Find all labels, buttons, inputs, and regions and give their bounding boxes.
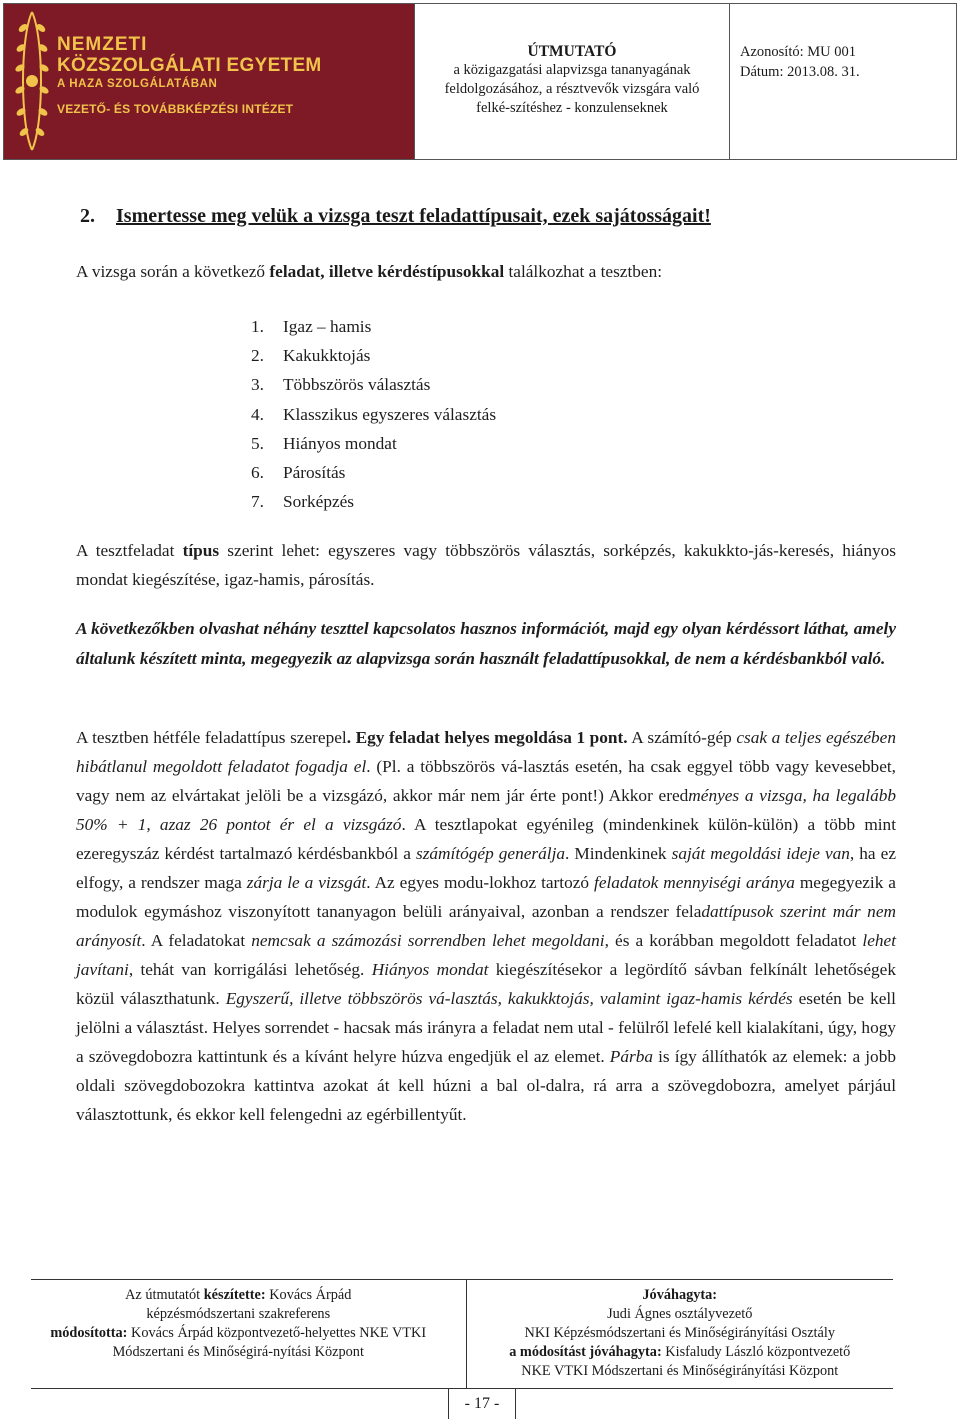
para1-bold: típus [182,541,220,560]
page-number: - 17 - [448,1389,516,1419]
document-header [3,3,957,160]
sample-info-paragraph: A következőkben olvashat néhány teszttel kapcsolatos hasznos információt, majd egy olyan kérdéssort láthat, amely általunk készített minta, megegyezik az alapvizsga során használt feladattípusokkal, de nem a kérdésbankból való. [76,619,896,668]
footer-modified-by [39,1324,438,1362]
para3-segment-italic: Hiányos mondat [371,960,489,979]
document-date: Dátum: 2013.08. 31. [740,64,860,80]
footer-approved-label [481,1286,880,1305]
list-item [251,370,496,399]
document-title: ÚTMUTATÓ [527,43,617,60]
list-item-number: 2. [251,346,264,366]
laurel-seal-icon [12,8,52,154]
footer-text: Kisfaludy László központvezető [661,1344,851,1360]
intro-paragraph [76,262,896,282]
footer-approver: Judi Ágnes osztályvezető [607,1306,753,1322]
list-item-text: Klasszikus egyszeres választás [283,404,497,424]
list-item-number: 4. [251,404,264,424]
footer-author-block [31,1280,467,1388]
footer-approval-block [467,1280,894,1388]
list-item-number: 5. [251,433,264,453]
intro-text-start: A vizsga során a következő [76,262,270,281]
para3-segment: kiegészítésekor a legördítő sávban felkínált lehetőségek közül választhatunk. [76,960,896,1008]
para3-segment-italic: saját megoldási ideje van [671,844,850,863]
document-subtitle: a közigazgatási alapvizsga tananyagának feldolgozásához, a résztvevők vizsgára való felké-szítéshez - konzulenseknek [444,62,700,116]
logo-line-4: VEZETŐ- ÉS TOVÁBBKÉPZÉSI INTÉZET [57,102,294,116]
list-item-text: Sorképzés [283,492,355,512]
footer-approver-dept: NKI Képzésmódszertani és Minőségirányítási Osztály [524,1325,835,1341]
para3-segment: . (Pl. a többszörös vá-lasztás esetén, ha csak eggyel több vagy kevesebbet, vagy nem az elvártakat jelöli be a vizsgázó, akkor már nem jár érte pont!) Akkor ered [76,757,896,805]
para3-segment: . A tesztlapokat egyénileg (mindenkinek külön-külön) a több mint ezeregyszáz kérdést tartalmazó kérdésbankból a [76,815,897,863]
para3-segment: , és a korábban megoldott feladatot [604,931,863,950]
logo-line-1: NEMZETI [57,34,148,55]
list-item [251,312,496,341]
test-rules-paragraph [76,723,896,1129]
footer-modification-approved [481,1343,880,1362]
para3-segment: . Mindenkinek [565,844,672,863]
list-item-text: Kakukktojás [283,346,371,366]
intro-text-bold: feladat, illetve kérdéstípusokkal [269,262,505,281]
para3-segment-italic: nemcsak a számozási sorrendben lehet megoldani [251,931,605,950]
para3-segment: esetén be kell jelölni a választást. Helyes sorrendet - hacsak más irányra a feladat nem utal - felülről lefelé kell kialakítani, úgy, hogy a szövegdobozra kattintunk és a kívánt helyre húzva engedjük el az elemet. [76,989,896,1066]
para3-segment: . A feladatokat [141,931,252,950]
footer-approver-center: NKE VTKI Módszertani és Minőségirányítási Központ [521,1363,839,1379]
para3-segment-bold: . Egy feladat helyes megoldása 1 pont. [346,728,628,747]
para3-segment-italic: lehet javítani [76,931,896,979]
list-item [251,458,496,487]
document-identifier: Azonosító: MU 001 [740,44,856,60]
section-heading-text: Ismertesse meg velük a vizsga teszt feladattípusait, ezek sajátosságait! [116,205,711,227]
list-item [251,341,496,370]
list-item [251,400,496,429]
para3-segment-italic: Párba [609,1047,653,1066]
para1-start: A tesztfeladat [76,541,183,560]
list-item [251,487,496,516]
logo-line-2: KÖZSZOLGÁLATI EGYETEM [57,55,322,76]
para3-segment-italic: Egyszerű, illetve többszörös vá-lasztás, kakukktojás, valamint igaz-hamis kérdés [225,989,793,1008]
header-title-block [415,4,730,159]
para3-segment-italic: ményes a vizsga, ha legalább 50% + 1, azaz 26 pontot ér el a vizsgázó [76,786,896,834]
section-number: 2. [80,205,95,227]
task-type-list [251,312,496,516]
list-item-number: 6. [251,462,264,482]
logo-line-3: A HAZA SZOLGÁLATÁBAN [57,78,218,90]
para3-segment: , ha ez elfogy, a rendszer maga [76,844,896,892]
para1-end: szerint lehet: egyszeres vagy többszörös választás, sorképzés, kakukkto-jás-keresés, hiányos mondat kiegészítése, igaz-hamis, párosítás. [76,541,897,589]
document-footer [31,1279,893,1389]
footer-prepared-by [39,1286,438,1305]
section-heading [80,205,711,228]
para3-segment-italic: dattípusok szerint már nem arányosít [76,902,896,950]
para3-segment: megegyezik a modulok egymáshoz viszonyított tananyagon belüli arányaival, azonban a rendszer fela [76,873,896,921]
intro-text-end: találkozhat a tesztben: [504,262,663,281]
type-paragraph [76,536,896,594]
para3-segment-italic: csak a teljes egészében hibátlanul megoldott feladatot fogadja el [76,728,896,776]
footer-text-bold: Jóváhagyta: [642,1287,718,1303]
para3-segment-italic: feladatok mennyiségi aránya [594,873,795,892]
footer-text-bold: készítette: [203,1287,266,1303]
list-item-number: 3. [251,375,264,395]
list-item-text: Hiányos mondat [283,433,397,453]
list-item-text: Többszörös választás [283,375,431,395]
para3-segment: is így állíthatók az elemek: a jobb oldali szövegdobozokra kattintva azokat át kell húzni a bal ol-dalra, rá arra a szövegdobozra, amelyet párjául választottunk, és ekkor kell felengedni az egérbillentyűt. [76,1047,896,1124]
footer-text: Kovács Árpád központvezető-helyettes NKE VTKI Módszertani és Minőségirá-nyítási Központ [112,1325,427,1360]
footer-text-bold: a módosítást jóváhagyta: [509,1344,662,1360]
para3-segment: A számító-gép [627,728,737,747]
list-item [251,429,496,458]
list-item-text: Párosítás [283,462,346,482]
footer-text: Az útmutatót [125,1287,204,1303]
footer-text: Kovács Árpád [265,1287,352,1303]
para3-segment-italic: számítógép generálja [415,844,566,863]
para3-segment-italic: zárja le a vizsgát [246,873,367,892]
para3-segment: . Az egyes modu-lokhoz tartozó [366,873,595,892]
list-item-number: 7. [251,492,264,512]
footer-author-role: képzésmódszertani szakreferens [146,1306,331,1322]
footer-text-bold: módosította: [50,1325,128,1341]
para3-segment: A tesztben hétféle feladattípus szerepel [76,728,347,747]
header-id-block [730,4,956,159]
list-item-text: Igaz – hamis [283,317,372,336]
list-item-number: 1. [251,317,264,336]
para3-segment: , tehát van korrigálási lehetőség. [128,960,372,979]
institution-logo [4,4,415,159]
